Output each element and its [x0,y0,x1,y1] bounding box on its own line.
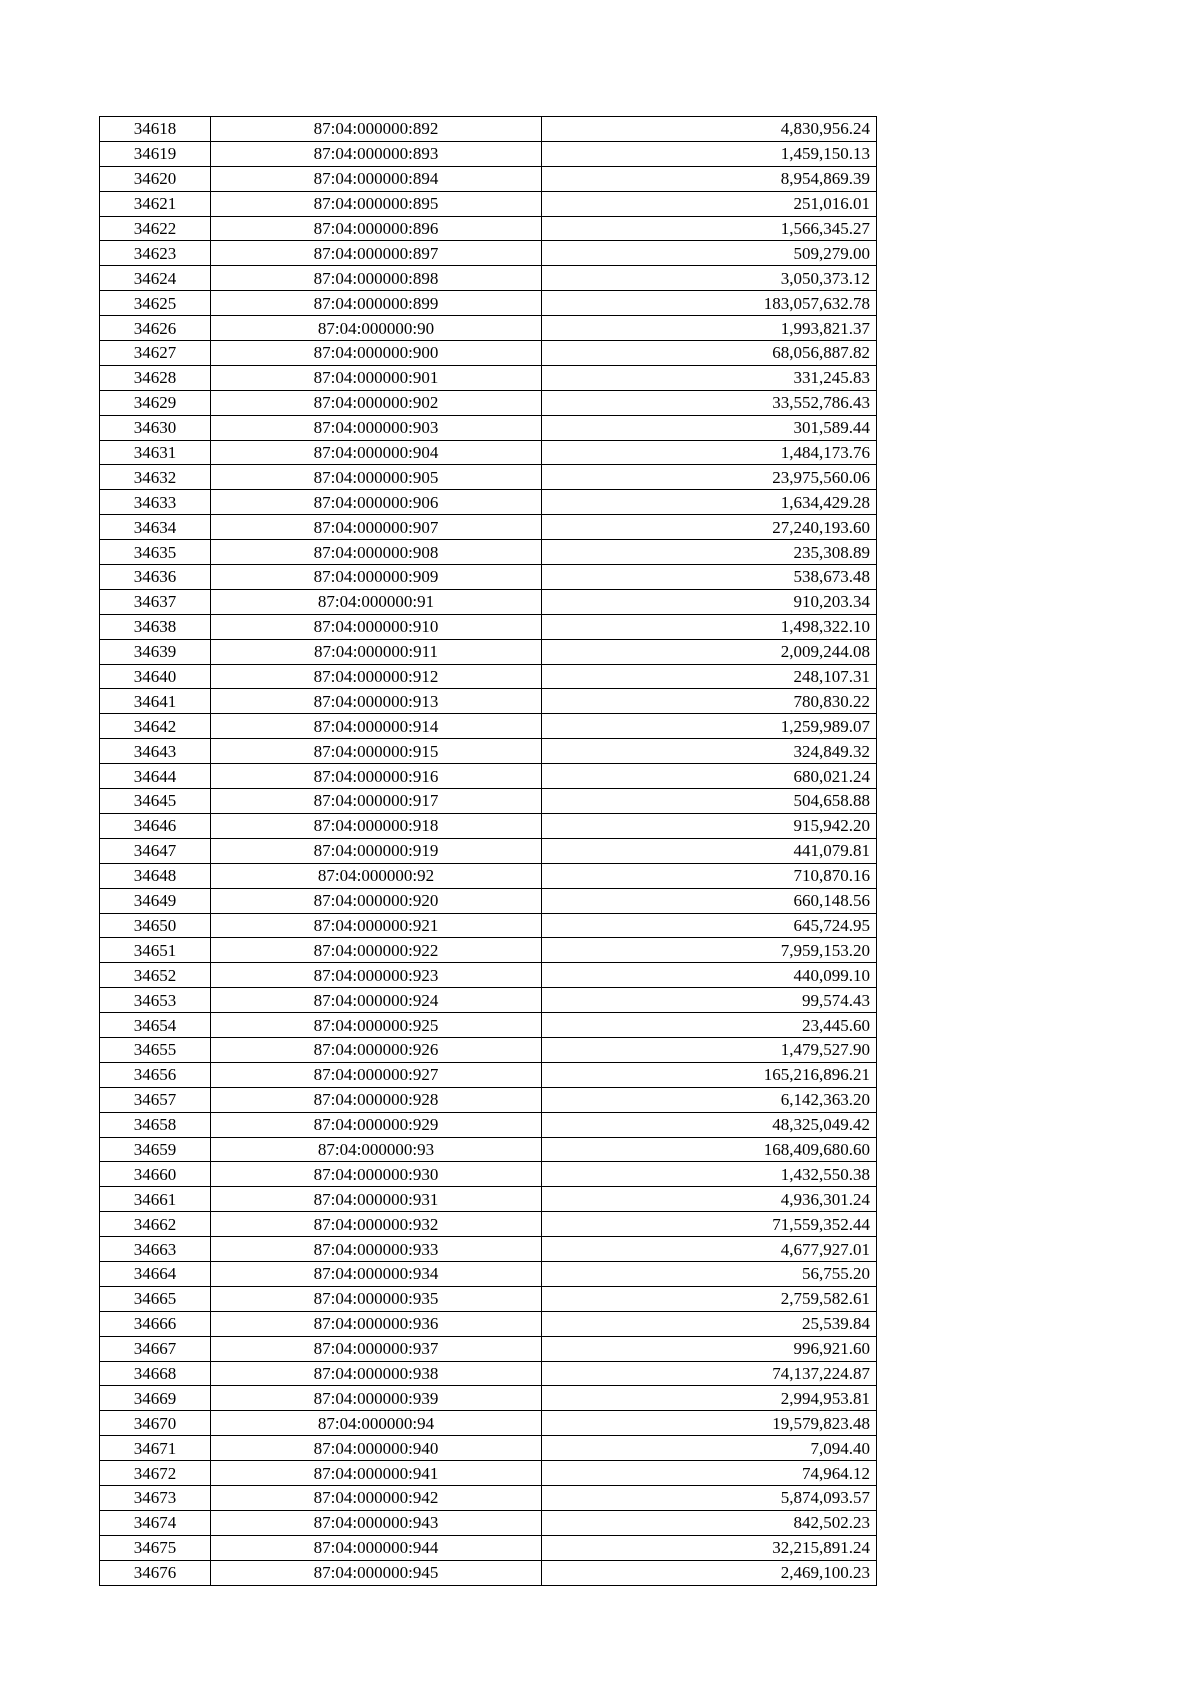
table-row [100,1087,877,1112]
cadastral-value-cell: 27,240,193.60 [542,515,877,540]
table-row [100,390,877,415]
row-number-cell: 34631 [100,440,211,465]
table-row [100,1162,877,1187]
cadastral-number-cell: 87:04:000000:894 [211,166,542,191]
cadastral-value-cell: 1,634,429.28 [542,490,877,515]
cadastral-value-cell: 7,959,153.20 [542,938,877,963]
table-row [100,316,877,341]
cadastral-number-cell: 87:04:000000:906 [211,490,542,515]
row-number-cell: 34620 [100,166,211,191]
table-row [100,1411,877,1436]
row-number-cell: 34627 [100,341,211,366]
cadastral-value-cell: 3,050,373.12 [542,266,877,291]
cadastral-number-cell: 87:04:000000:91 [211,589,542,614]
row-number-cell: 34619 [100,141,211,166]
cadastral-value-cell: 1,479,527.90 [542,1037,877,1062]
cadastral-value-cell: 509,279.00 [542,241,877,266]
cadastral-value-cell: 1,498,322.10 [542,614,877,639]
cadastral-value-cell: 538,673.48 [542,565,877,590]
table-row [100,988,877,1013]
cadastral-value-cell: 1,566,345.27 [542,216,877,241]
table-row [100,1436,877,1461]
cadastral-value-cell: 183,057,632.78 [542,291,877,316]
cadastral-value-cell: 331,245.83 [542,365,877,390]
row-number-cell: 34662 [100,1212,211,1237]
row-number-cell: 34640 [100,664,211,689]
table-row [100,291,877,316]
row-number-cell: 34633 [100,490,211,515]
row-number-cell: 34661 [100,1187,211,1212]
row-number-cell: 34649 [100,888,211,913]
cadastral-number-cell: 87:04:000000:921 [211,913,542,938]
cadastral-number-cell: 87:04:000000:913 [211,689,542,714]
cadastral-number-cell: 87:04:000000:914 [211,714,542,739]
row-number-cell: 34657 [100,1087,211,1112]
row-number-cell: 34621 [100,191,211,216]
cadastral-value-cell: 23,445.60 [542,1013,877,1038]
cadastral-value-cell: 7,094.40 [542,1436,877,1461]
cadastral-number-cell: 87:04:000000:945 [211,1560,542,1585]
cadastral-value-cell: 5,874,093.57 [542,1485,877,1510]
row-number-cell: 34665 [100,1286,211,1311]
cadastral-value-cell: 996,921.60 [542,1336,877,1361]
cadastral-number-cell: 87:04:000000:928 [211,1087,542,1112]
cadastral-number-cell: 87:04:000000:936 [211,1311,542,1336]
cadastral-value-cell: 74,137,224.87 [542,1361,877,1386]
cadastral-value-cell: 301,589.44 [542,415,877,440]
table-row [100,1062,877,1087]
cadastral-number-cell: 87:04:000000:923 [211,963,542,988]
cadastral-number-cell: 87:04:000000:935 [211,1286,542,1311]
cadastral-number-cell: 87:04:000000:910 [211,614,542,639]
row-number-cell: 34652 [100,963,211,988]
row-number-cell: 34638 [100,614,211,639]
table-row [100,1510,877,1535]
cadastral-number-cell: 87:04:000000:944 [211,1535,542,1560]
cadastral-value-cell: 165,216,896.21 [542,1062,877,1087]
table-row [100,440,877,465]
row-number-cell: 34670 [100,1411,211,1436]
row-number-cell: 34654 [100,1013,211,1038]
table-row [100,141,877,166]
cadastral-number-cell: 87:04:000000:943 [211,1510,542,1535]
table-row [100,1461,877,1486]
row-number-cell: 34629 [100,390,211,415]
cadastral-value-cell: 56,755.20 [542,1261,877,1286]
cadastral-number-cell: 87:04:000000:896 [211,216,542,241]
row-number-cell: 34651 [100,938,211,963]
table-row [100,888,877,913]
table-row [100,565,877,590]
cadastral-value-cell: 915,942.20 [542,813,877,838]
cadastral-value-cell: 68,056,887.82 [542,341,877,366]
cadastral-number-cell: 87:04:000000:942 [211,1485,542,1510]
table-row [100,1336,877,1361]
row-number-cell: 34624 [100,266,211,291]
table-row [100,465,877,490]
table-row [100,1311,877,1336]
cadastral-value-cell: 4,830,956.24 [542,117,877,142]
cadastral-number-cell: 87:04:000000:900 [211,341,542,366]
cadastral-value-cell: 235,308.89 [542,540,877,565]
cadastral-value-cell: 440,099.10 [542,963,877,988]
cadastral-number-cell: 87:04:000000:893 [211,141,542,166]
cadastral-number-cell: 87:04:000000:93 [211,1137,542,1162]
table-row [100,365,877,390]
row-number-cell: 34669 [100,1386,211,1411]
cadastral-number-cell: 87:04:000000:925 [211,1013,542,1038]
cadastral-value-cell: 99,574.43 [542,988,877,1013]
row-number-cell: 34636 [100,565,211,590]
cadastral-number-cell: 87:04:000000:932 [211,1212,542,1237]
table-row [100,963,877,988]
cadastral-value-cell: 660,148.56 [542,888,877,913]
table-row [100,1237,877,1262]
table-row [100,589,877,614]
cadastral-number-cell: 87:04:000000:90 [211,316,542,341]
cadastral-number-cell: 87:04:000000:941 [211,1461,542,1486]
table-row [100,913,877,938]
row-number-cell: 34623 [100,241,211,266]
row-number-cell: 34667 [100,1336,211,1361]
cadastral-number-cell: 87:04:000000:924 [211,988,542,1013]
row-number-cell: 34666 [100,1311,211,1336]
cadastral-value-table [99,116,877,1586]
cadastral-number-cell: 87:04:000000:902 [211,390,542,415]
row-number-cell: 34641 [100,689,211,714]
table-row [100,1560,877,1585]
cadastral-number-cell: 87:04:000000:94 [211,1411,542,1436]
row-number-cell: 34676 [100,1560,211,1585]
cadastral-value-cell: 248,107.31 [542,664,877,689]
table-row [100,789,877,814]
row-number-cell: 34642 [100,714,211,739]
table-row [100,639,877,664]
cadastral-number-cell: 87:04:000000:937 [211,1336,542,1361]
cadastral-value-cell: 2,994,953.81 [542,1386,877,1411]
row-number-cell: 34647 [100,838,211,863]
table-row [100,1137,877,1162]
cadastral-value-cell: 441,079.81 [542,838,877,863]
row-number-cell: 34653 [100,988,211,1013]
cadastral-number-cell: 87:04:000000:939 [211,1386,542,1411]
table-row [100,540,877,565]
cadastral-number-cell: 87:04:000000:929 [211,1112,542,1137]
row-number-cell: 34664 [100,1261,211,1286]
table-row [100,1187,877,1212]
row-number-cell: 34639 [100,639,211,664]
row-number-cell: 34655 [100,1037,211,1062]
cadastral-number-cell: 87:04:000000:895 [211,191,542,216]
row-number-cell: 34656 [100,1062,211,1087]
cadastral-value-cell: 680,021.24 [542,764,877,789]
row-number-cell: 34630 [100,415,211,440]
row-number-cell: 34663 [100,1237,211,1262]
row-number-cell: 34644 [100,764,211,789]
row-number-cell: 34635 [100,540,211,565]
table-row [100,813,877,838]
row-number-cell: 34628 [100,365,211,390]
row-number-cell: 34645 [100,789,211,814]
table-row [100,191,877,216]
cadastral-value-cell: 710,870.16 [542,863,877,888]
cadastral-value-cell: 1,484,173.76 [542,440,877,465]
cadastral-number-cell: 87:04:000000:926 [211,1037,542,1062]
cadastral-number-cell: 87:04:000000:92 [211,863,542,888]
table-row [100,1037,877,1062]
cadastral-number-cell: 87:04:000000:901 [211,365,542,390]
cadastral-value-cell: 1,259,989.07 [542,714,877,739]
cadastral-value-cell: 6,142,363.20 [542,1087,877,1112]
cadastral-value-cell: 645,724.95 [542,913,877,938]
cadastral-number-cell: 87:04:000000:912 [211,664,542,689]
cadastral-value-cell: 780,830.22 [542,689,877,714]
table-row [100,341,877,366]
cadastral-number-cell: 87:04:000000:927 [211,1062,542,1087]
row-number-cell: 34673 [100,1485,211,1510]
table-row [100,1261,877,1286]
table-row [100,1112,877,1137]
cadastral-value-cell: 2,759,582.61 [542,1286,877,1311]
cadastral-value-cell: 4,936,301.24 [542,1187,877,1212]
row-number-cell: 34618 [100,117,211,142]
row-number-cell: 34668 [100,1361,211,1386]
row-number-cell: 34672 [100,1461,211,1486]
table-row [100,117,877,142]
table-row [100,241,877,266]
cadastral-number-cell: 87:04:000000:899 [211,291,542,316]
row-number-cell: 34643 [100,739,211,764]
table-row [100,266,877,291]
cadastral-value-cell: 324,849.32 [542,739,877,764]
row-number-cell: 34646 [100,813,211,838]
row-number-cell: 34648 [100,863,211,888]
table-row [100,1286,877,1311]
cadastral-number-cell: 87:04:000000:917 [211,789,542,814]
cadastral-number-cell: 87:04:000000:918 [211,813,542,838]
cadastral-value-cell: 1,459,150.13 [542,141,877,166]
table-row [100,216,877,241]
row-number-cell: 34674 [100,1510,211,1535]
row-number-cell: 34659 [100,1137,211,1162]
cadastral-number-cell: 87:04:000000:909 [211,565,542,590]
table-body [100,117,877,1586]
cadastral-number-cell: 87:04:000000:903 [211,415,542,440]
cadastral-value-cell: 4,677,927.01 [542,1237,877,1262]
row-number-cell: 34626 [100,316,211,341]
cadastral-value-cell: 504,658.88 [542,789,877,814]
row-number-cell: 34622 [100,216,211,241]
cadastral-number-cell: 87:04:000000:940 [211,1436,542,1461]
table-row [100,1212,877,1237]
table-row [100,938,877,963]
cadastral-value-cell: 33,552,786.43 [542,390,877,415]
row-number-cell: 34625 [100,291,211,316]
row-number-cell: 34671 [100,1436,211,1461]
cadastral-value-cell: 842,502.23 [542,1510,877,1535]
cadastral-number-cell: 87:04:000000:919 [211,838,542,863]
cadastral-value-cell: 71,559,352.44 [542,1212,877,1237]
cadastral-value-cell: 1,993,821.37 [542,316,877,341]
table-row [100,714,877,739]
cadastral-number-cell: 87:04:000000:911 [211,639,542,664]
cadastral-number-cell: 87:04:000000:920 [211,888,542,913]
row-number-cell: 34650 [100,913,211,938]
row-number-cell: 34634 [100,515,211,540]
table-row [100,614,877,639]
table-row [100,838,877,863]
cadastral-value-cell: 1,432,550.38 [542,1162,877,1187]
row-number-cell: 34675 [100,1535,211,1560]
row-number-cell: 34632 [100,465,211,490]
row-number-cell: 34660 [100,1162,211,1187]
cadastral-number-cell: 87:04:000000:922 [211,938,542,963]
table-row [100,1485,877,1510]
cadastral-number-cell: 87:04:000000:897 [211,241,542,266]
cadastral-value-cell: 32,215,891.24 [542,1535,877,1560]
table-row [100,1535,877,1560]
row-number-cell: 34658 [100,1112,211,1137]
cadastral-value-cell: 251,016.01 [542,191,877,216]
row-number-cell: 34637 [100,589,211,614]
cadastral-value-cell: 2,469,100.23 [542,1560,877,1585]
table-row [100,689,877,714]
cadastral-number-cell: 87:04:000000:898 [211,266,542,291]
table-row [100,664,877,689]
cadastral-number-cell: 87:04:000000:904 [211,440,542,465]
cadastral-number-cell: 87:04:000000:934 [211,1261,542,1286]
table-row [100,1013,877,1038]
cadastral-value-cell: 910,203.34 [542,589,877,614]
table-row [100,515,877,540]
cadastral-value-cell: 168,409,680.60 [542,1137,877,1162]
table-row [100,166,877,191]
cadastral-value-cell: 19,579,823.48 [542,1411,877,1436]
cadastral-value-cell: 8,954,869.39 [542,166,877,191]
cadastral-number-cell: 87:04:000000:916 [211,764,542,789]
cadastral-value-cell: 23,975,560.06 [542,465,877,490]
cadastral-number-cell: 87:04:000000:930 [211,1162,542,1187]
table-row [100,739,877,764]
cadastral-number-cell: 87:04:000000:933 [211,1237,542,1262]
cadastral-number-cell: 87:04:000000:938 [211,1361,542,1386]
cadastral-number-cell: 87:04:000000:931 [211,1187,542,1212]
table-row [100,1361,877,1386]
table-row [100,1386,877,1411]
cadastral-number-cell: 87:04:000000:915 [211,739,542,764]
cadastral-number-cell: 87:04:000000:907 [211,515,542,540]
table-row [100,764,877,789]
table-row [100,415,877,440]
cadastral-value-cell: 25,539.84 [542,1311,877,1336]
table-row [100,863,877,888]
cadastral-value-cell: 2,009,244.08 [542,639,877,664]
cadastral-value-cell: 48,325,049.42 [542,1112,877,1137]
cadastral-number-cell: 87:04:000000:892 [211,117,542,142]
cadastral-number-cell: 87:04:000000:908 [211,540,542,565]
cadastral-number-cell: 87:04:000000:905 [211,465,542,490]
cadastral-value-cell: 74,964.12 [542,1461,877,1486]
table-row [100,490,877,515]
